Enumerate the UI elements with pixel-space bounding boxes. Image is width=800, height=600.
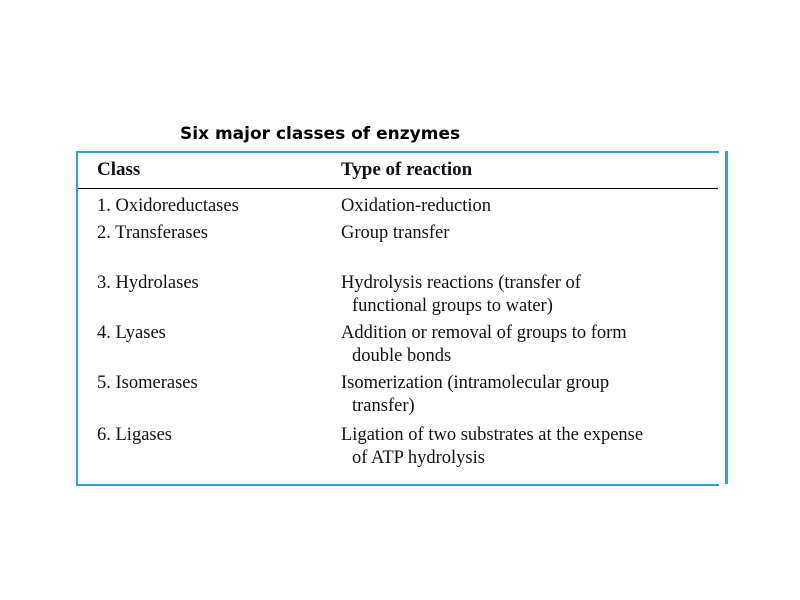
row-4-reaction-line-2: double bonds xyxy=(352,346,452,366)
row-6-class: 6. Ligases xyxy=(97,425,173,445)
row-4-reaction xyxy=(341,322,627,368)
row-5-reaction-line-1: Isomerization (intramolecular group xyxy=(341,373,610,393)
row-5-reaction xyxy=(341,372,609,418)
row-3-class: 3. Hydrolases xyxy=(97,273,199,293)
column-header-class: Class xyxy=(97,159,141,180)
row-3-reaction-line-2: functional groups to water) xyxy=(352,296,553,316)
row-1-reaction xyxy=(341,195,491,218)
row-5-class: 5. Isomerases xyxy=(97,373,198,393)
row-3-reaction-line-1: Hydrolysis reactions (transfer of xyxy=(341,273,581,293)
row-6-reaction-line-1: Ligation of two substrates at the expense xyxy=(341,425,644,445)
table-title: Six major classes of enzymes xyxy=(180,124,461,144)
row-2-reaction xyxy=(341,222,449,245)
row-4-class: 4. Lyases xyxy=(97,323,166,343)
row-6-reaction xyxy=(341,424,643,470)
row-3-reaction xyxy=(341,272,581,318)
column-header-reaction: Type of reaction xyxy=(341,159,473,180)
header-divider xyxy=(78,188,718,189)
row-6-reaction-line-2: of ATP hydrolysis xyxy=(352,448,485,468)
row-1-reaction-line-1: Oxidation-reduction xyxy=(341,196,492,216)
row-2-reaction-line-1: Group transfer xyxy=(341,223,450,243)
row-5-reaction-line-2: transfer) xyxy=(352,396,415,416)
row-1-class: 1. Oxidoreductases xyxy=(97,196,239,216)
frame-right-mark xyxy=(725,151,728,484)
row-4-reaction-line-1: Addition or removal of groups to form xyxy=(341,323,627,343)
row-2-class: 2. Transferases xyxy=(97,223,208,243)
